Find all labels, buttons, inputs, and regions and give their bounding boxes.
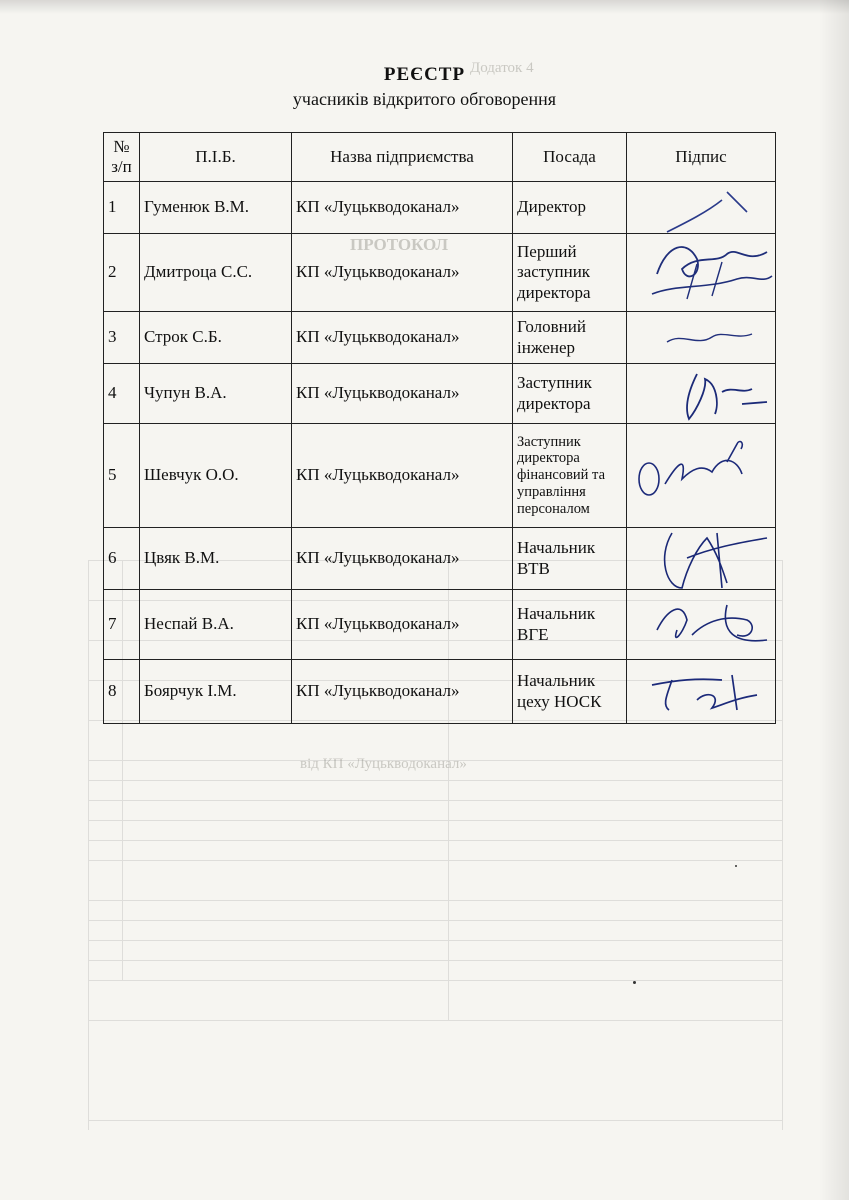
row-company: КП «Луцькводоканал» bbox=[292, 364, 513, 424]
table-row bbox=[104, 528, 776, 590]
row-position: Головний інженер bbox=[513, 312, 627, 364]
table-row bbox=[104, 424, 776, 528]
row-company: КП «Луцькводоканал» bbox=[292, 528, 513, 590]
header-company: Назва підприємства bbox=[292, 133, 513, 182]
row-signature bbox=[627, 234, 776, 312]
row-company: КП «Луцькводоканал» bbox=[292, 590, 513, 660]
header-name: П.І.Б. bbox=[140, 133, 292, 182]
row-signature bbox=[627, 424, 776, 528]
handwritten-signature bbox=[627, 234, 776, 312]
row-company: КП «Луцькводоканал» bbox=[292, 234, 513, 312]
row-name: Чупун В.А. bbox=[140, 364, 292, 424]
row-name: Неспай В.А. bbox=[140, 590, 292, 660]
row-position: Заступник директора фінансовий та управління персоналом bbox=[513, 424, 627, 528]
row-company: КП «Луцькводоканал» bbox=[292, 660, 513, 724]
row-company: КП «Луцькводоканал» bbox=[292, 424, 513, 528]
table-row bbox=[104, 590, 776, 660]
show-through-text: ПРОТОКОЛ bbox=[350, 235, 449, 254]
scan-speck bbox=[633, 981, 636, 984]
document-title: РЕЄСТР bbox=[383, 64, 466, 85]
row-name: Дмитроца С.С. bbox=[140, 234, 292, 312]
row-name: Боярчук І.М. bbox=[140, 660, 292, 724]
row-position: Начальник цеху НОСК bbox=[513, 660, 627, 724]
row-name: Гуменюк В.М. bbox=[140, 182, 292, 234]
row-name: Строк С.Б. bbox=[140, 312, 292, 364]
handwritten-signature bbox=[627, 182, 776, 234]
scan-speck bbox=[735, 865, 737, 867]
row-name: Шевчук О.О. bbox=[140, 424, 292, 528]
show-through-text: від КП «Луцькводоканал» bbox=[300, 756, 467, 772]
scan-shadow bbox=[0, 0, 849, 14]
row-number: 8 bbox=[104, 660, 140, 724]
header-signature: Підпис bbox=[627, 133, 776, 182]
handwritten-signature bbox=[627, 424, 776, 528]
row-company: КП «Луцькводоканал» bbox=[292, 182, 513, 234]
row-number: 5 bbox=[104, 424, 140, 528]
row-signature bbox=[627, 364, 776, 424]
row-number: 2 bbox=[104, 234, 140, 312]
table-row bbox=[104, 312, 776, 364]
header-position: Посада bbox=[513, 133, 627, 182]
row-number: 7 bbox=[104, 590, 140, 660]
scan-edge bbox=[819, 0, 849, 1200]
row-name: Цвяк В.М. bbox=[140, 528, 292, 590]
handwritten-signature bbox=[627, 364, 776, 424]
table-row bbox=[104, 182, 776, 234]
row-number: 3 bbox=[104, 312, 140, 364]
row-signature bbox=[627, 528, 776, 590]
row-signature bbox=[627, 312, 776, 364]
handwritten-signature bbox=[627, 312, 776, 364]
header-number: № з/п bbox=[104, 133, 140, 182]
participants-register-table bbox=[103, 132, 776, 724]
row-number: 6 bbox=[104, 528, 140, 590]
table-header-row bbox=[104, 133, 776, 182]
row-position: Заступник директора bbox=[513, 364, 627, 424]
row-position: Перший заступник директора bbox=[513, 234, 627, 312]
show-through-text: Додаток 4 bbox=[470, 60, 534, 76]
handwritten-signature bbox=[627, 528, 776, 590]
handwritten-signature bbox=[627, 660, 776, 724]
row-signature bbox=[627, 660, 776, 724]
handwritten-signature bbox=[627, 590, 776, 660]
row-signature bbox=[627, 182, 776, 234]
table-row bbox=[104, 234, 776, 312]
table-row bbox=[104, 364, 776, 424]
row-signature bbox=[627, 590, 776, 660]
row-number: 4 bbox=[104, 364, 140, 424]
document-subtitle: учасників відкритого обговорення bbox=[292, 89, 557, 109]
row-position: Начальник ВГЕ bbox=[513, 590, 627, 660]
row-number: 1 bbox=[104, 182, 140, 234]
row-position: Начальник ВТВ bbox=[513, 528, 627, 590]
table-row bbox=[104, 660, 776, 724]
row-company: КП «Луцькводоканал» bbox=[292, 312, 513, 364]
row-position: Директор bbox=[513, 182, 627, 234]
